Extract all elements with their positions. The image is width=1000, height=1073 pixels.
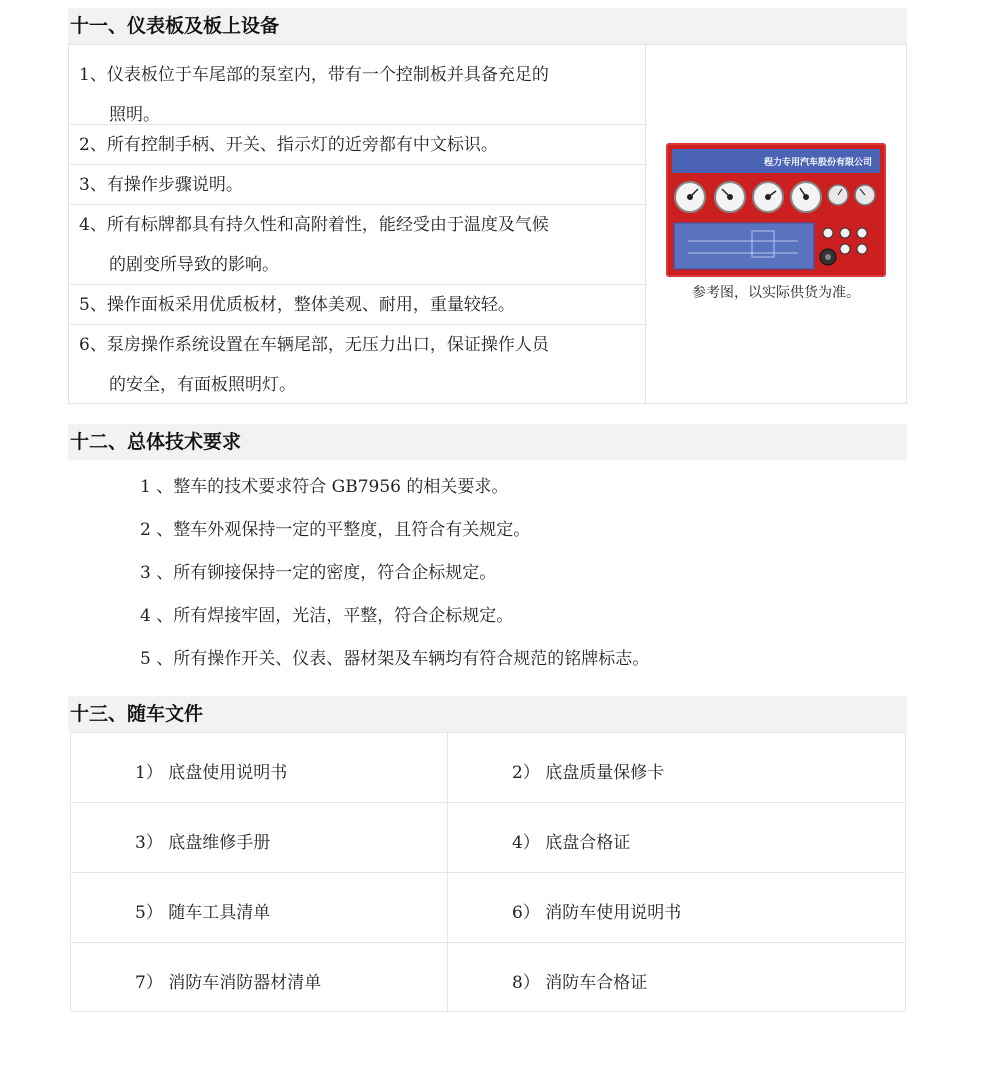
list-item: 3 、所有铆接保持一定的密度，符合企标规定。 bbox=[140, 563, 497, 583]
small-gauge-icon bbox=[855, 185, 875, 205]
list-item bbox=[69, 45, 645, 125]
gauge-icon bbox=[675, 182, 705, 212]
figure-caption: 参考图，以实际供货为准。 bbox=[692, 285, 860, 301]
item-number: 1、 bbox=[79, 65, 107, 85]
section-11-title: 十一、仪表板及板上设备 bbox=[68, 8, 907, 44]
item-text-continued: 的安全，有面板照明灯。 bbox=[109, 375, 296, 395]
gauge-icon bbox=[753, 182, 783, 212]
item-number: 3、 bbox=[79, 175, 107, 195]
reference-figure bbox=[646, 45, 906, 403]
list-item bbox=[69, 165, 645, 205]
table-row bbox=[71, 733, 905, 803]
control-panel-photo bbox=[666, 143, 886, 277]
section-11-table bbox=[68, 44, 907, 404]
documents-table bbox=[70, 732, 906, 1012]
knob-icon bbox=[820, 249, 836, 265]
table-cell: 5） 随车工具清单 bbox=[71, 873, 448, 942]
gauge-icon bbox=[715, 182, 745, 212]
list-item: 2 、整车外观保持一定的平整度，且符合有关规定。 bbox=[140, 520, 531, 540]
operation-diagram-plate bbox=[674, 223, 814, 269]
small-gauge-icon bbox=[828, 185, 848, 205]
item-text: 操作面板采用优质板材，整体美观、耐用，重量较轻。 bbox=[106, 295, 515, 315]
item-text: 仪表板位于车尾部的泵室内，带有一个控制板并具备充足的 bbox=[106, 65, 549, 85]
item-text-continued: 照明。 bbox=[109, 105, 160, 125]
item-text-continued: 的剧变所导致的影响。 bbox=[109, 255, 279, 275]
control-panel-illustration bbox=[668, 145, 884, 275]
table-row bbox=[71, 803, 905, 873]
table-cell: 7） 消防车消防器材清单 bbox=[71, 943, 448, 1012]
item-number: 4、 bbox=[79, 215, 107, 235]
list-item bbox=[69, 285, 645, 325]
table-cell: 1） 底盘使用说明书 bbox=[71, 733, 448, 802]
table-cell: 3） 底盘维修手册 bbox=[71, 803, 448, 872]
table-row bbox=[71, 873, 905, 943]
section-12-title: 十二、总体技术要求 bbox=[68, 424, 907, 460]
list-item bbox=[69, 205, 645, 285]
table-row bbox=[71, 943, 905, 1013]
list-item bbox=[69, 125, 645, 165]
list-item: 4 、所有焊接牢固，光洁，平整，符合企标规定。 bbox=[140, 606, 514, 626]
list-item: 5 、所有操作开关、仪表、器材架及车辆均有符合规范的铭牌标志。 bbox=[140, 649, 650, 669]
item-number: 5、 bbox=[79, 295, 107, 315]
table-cell: 2） 底盘质量保修卡 bbox=[512, 763, 665, 783]
table-cell: 8） 消防车合格证 bbox=[512, 973, 648, 993]
item-text: 泵房操作系统设置在车辆尾部，无压力出口，保证操作人员 bbox=[106, 335, 549, 355]
table-cell: 6） 消防车使用说明书 bbox=[512, 903, 682, 923]
item-text: 所有标牌都具有持久性和高附着性，能经受由于温度及气候 bbox=[106, 215, 549, 235]
item-text: 所有控制手柄、开关、指示灯的近旁都有中文标识。 bbox=[106, 135, 498, 155]
list-item: 1 、整车的技术要求符合 GB7956 的相关要求。 bbox=[140, 477, 509, 497]
item-number: 2、 bbox=[79, 135, 107, 155]
section-12-list bbox=[140, 466, 900, 681]
gauge-icon bbox=[791, 182, 821, 212]
section-11-items bbox=[69, 45, 646, 403]
item-text: 有操作步骤说明。 bbox=[106, 175, 243, 195]
panel-brand-text: 程力专用汽车股份有限公司 bbox=[763, 158, 873, 168]
item-number: 6、 bbox=[79, 335, 107, 355]
section-13-title: 十三、随车文件 bbox=[68, 696, 907, 732]
list-item bbox=[69, 325, 645, 403]
table-cell: 4） 底盘合格证 bbox=[512, 833, 631, 853]
